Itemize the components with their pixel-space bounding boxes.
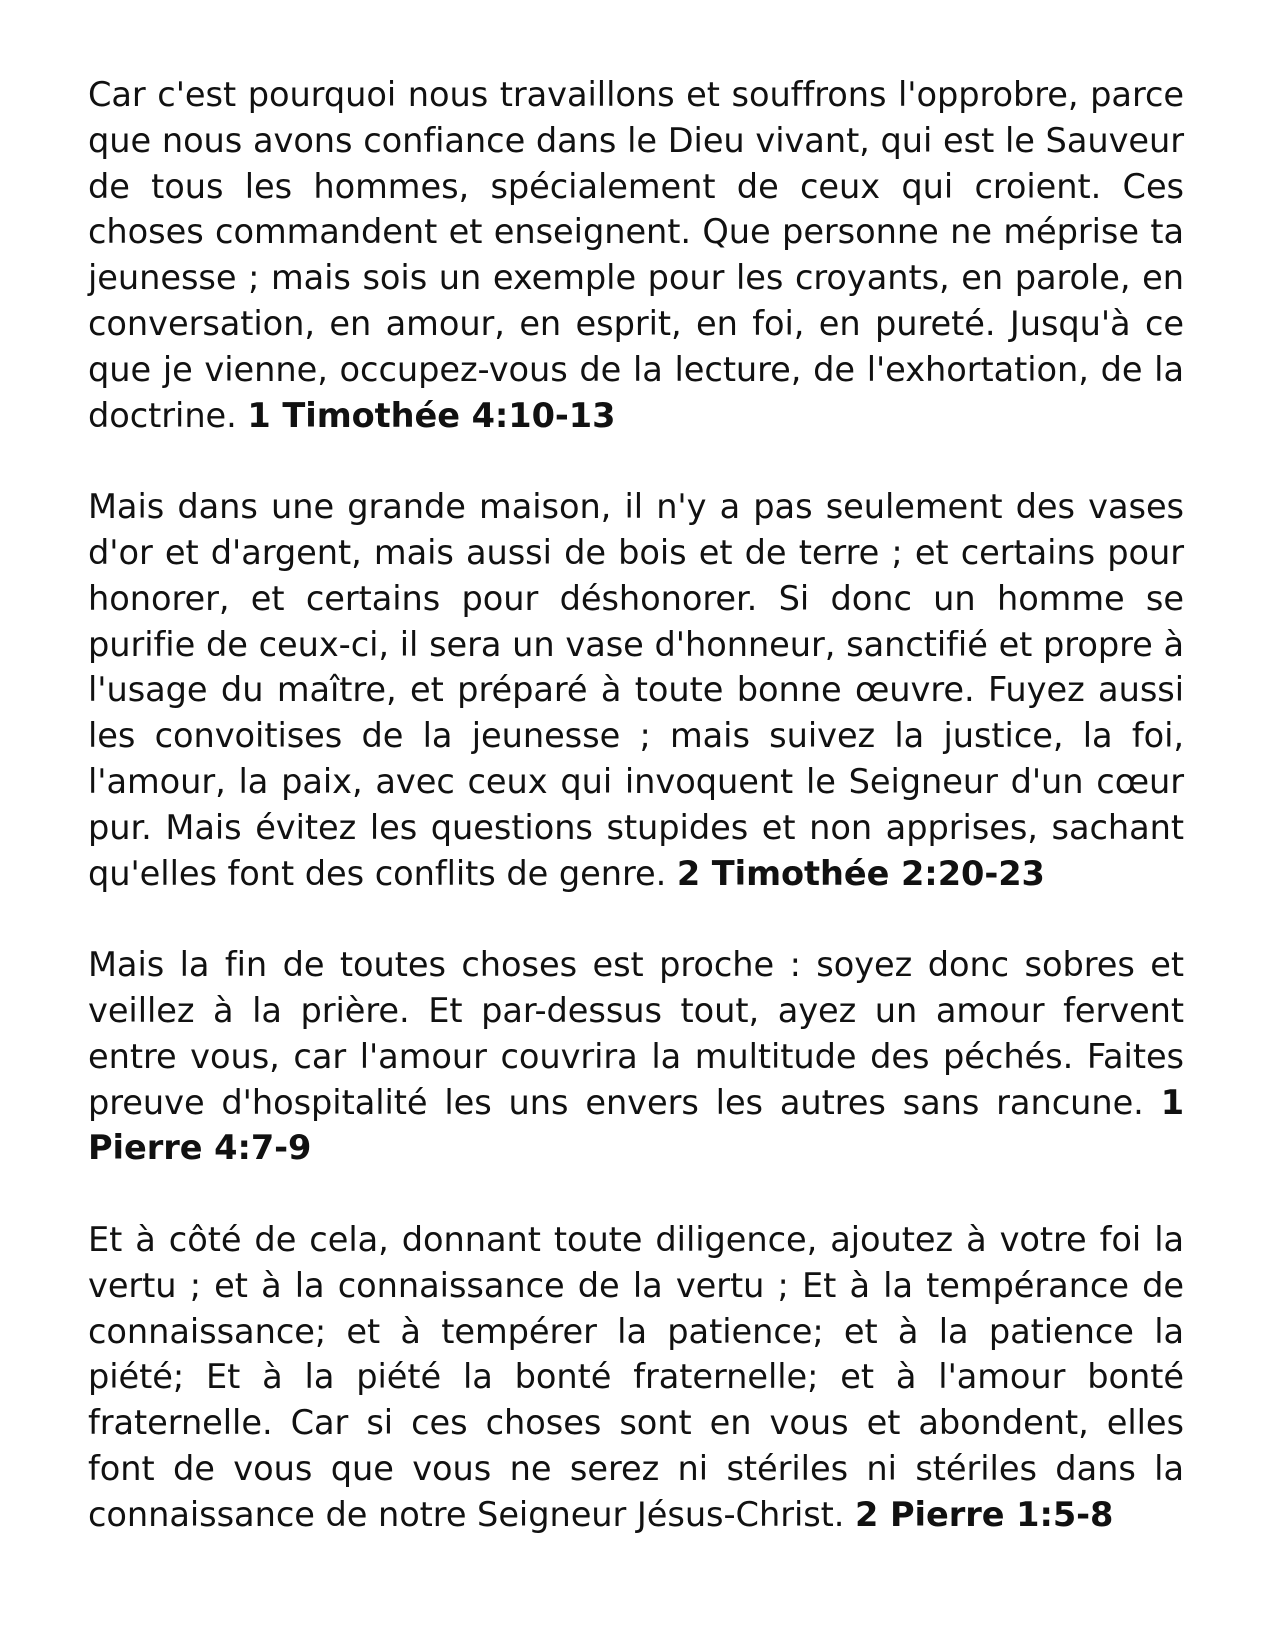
scripture-reference: 1 Pierre 4:7-9	[88, 1082, 1185, 1168]
passage-text: Mais dans une grande maison, il n'y a pas seulement des vases d'or et d'argent, mais aussi de bois et de terre ; et certains pour honorer, et certains pour déshonorer. Si donc un homme se purifie de ceux-ci, il sera un vase d'honneur, sanctifié et propre à l'usage du maître, et préparé à toute bonne œuvre. Fuyez aussi les convoitises de la jeunesse ; mais suivez la justice, la foi, l'amour, la paix, avec ceux qui invoquent le Seigneur d'un cœur pur. Mais évitez les questions stupides et non apprises, sachant qu'elles font des conflits de genre.	[88, 487, 1184, 893]
scripture-reference: 2 Timothée 2:20-23	[676, 853, 1045, 893]
passage-text: Car c'est pourquoi nous travaillons et souffrons l'opprobre, parce que nous avons confiance dans le Dieu vivant, qui est le Sauveur de tous les hommes, spécialement de ceux qui croient. Ces choses commandent et enseignent. Que personne ne méprise ta jeunesse ; mais sois un exemple pour les croyants, en parole, en conversation, en amour, en esprit, en foi, en pureté. Jusqu'à ce que je vienne, occupez-vous de la lecture, de l'exhortation, de la doctrine.	[88, 75, 1184, 435]
scripture-reference: 1 Timothée 4:10-13	[247, 395, 616, 435]
passage-1	[88, 72, 1184, 438]
document-page	[88, 72, 1184, 1583]
passage-text: Mais la fin de toutes choses est proche : soyez donc sobres et veillez à la prière. Et par-dessus tout, ayez un amour fervent entre vous, car l'amour couvrira la multitude des péchés. Faites preuve d'hospitalité les uns envers les autres sans rancune.	[88, 945, 1184, 1122]
passage-3	[88, 942, 1184, 1171]
passage-2	[88, 484, 1184, 896]
passage-4	[88, 1217, 1184, 1538]
scripture-reference: 2 Pierre 1:5-8	[855, 1494, 1114, 1534]
passage-text: Et à côté de cela, donnant toute diligence, ajoutez à votre foi la vertu ; et à la connaissance de la vertu ; Et à la tempérance de connaissance; et à tempérer la patience; et à la patience la piété; Et à la piété la bonté fraternelle; et à l'amour bonté fraternelle. Car si ces choses sont en vous et abondent, elles font de vous que vous ne serez ni stériles ni stériles dans la connaissance de notre Seigneur Jésus-Christ.	[88, 1219, 1184, 1534]
